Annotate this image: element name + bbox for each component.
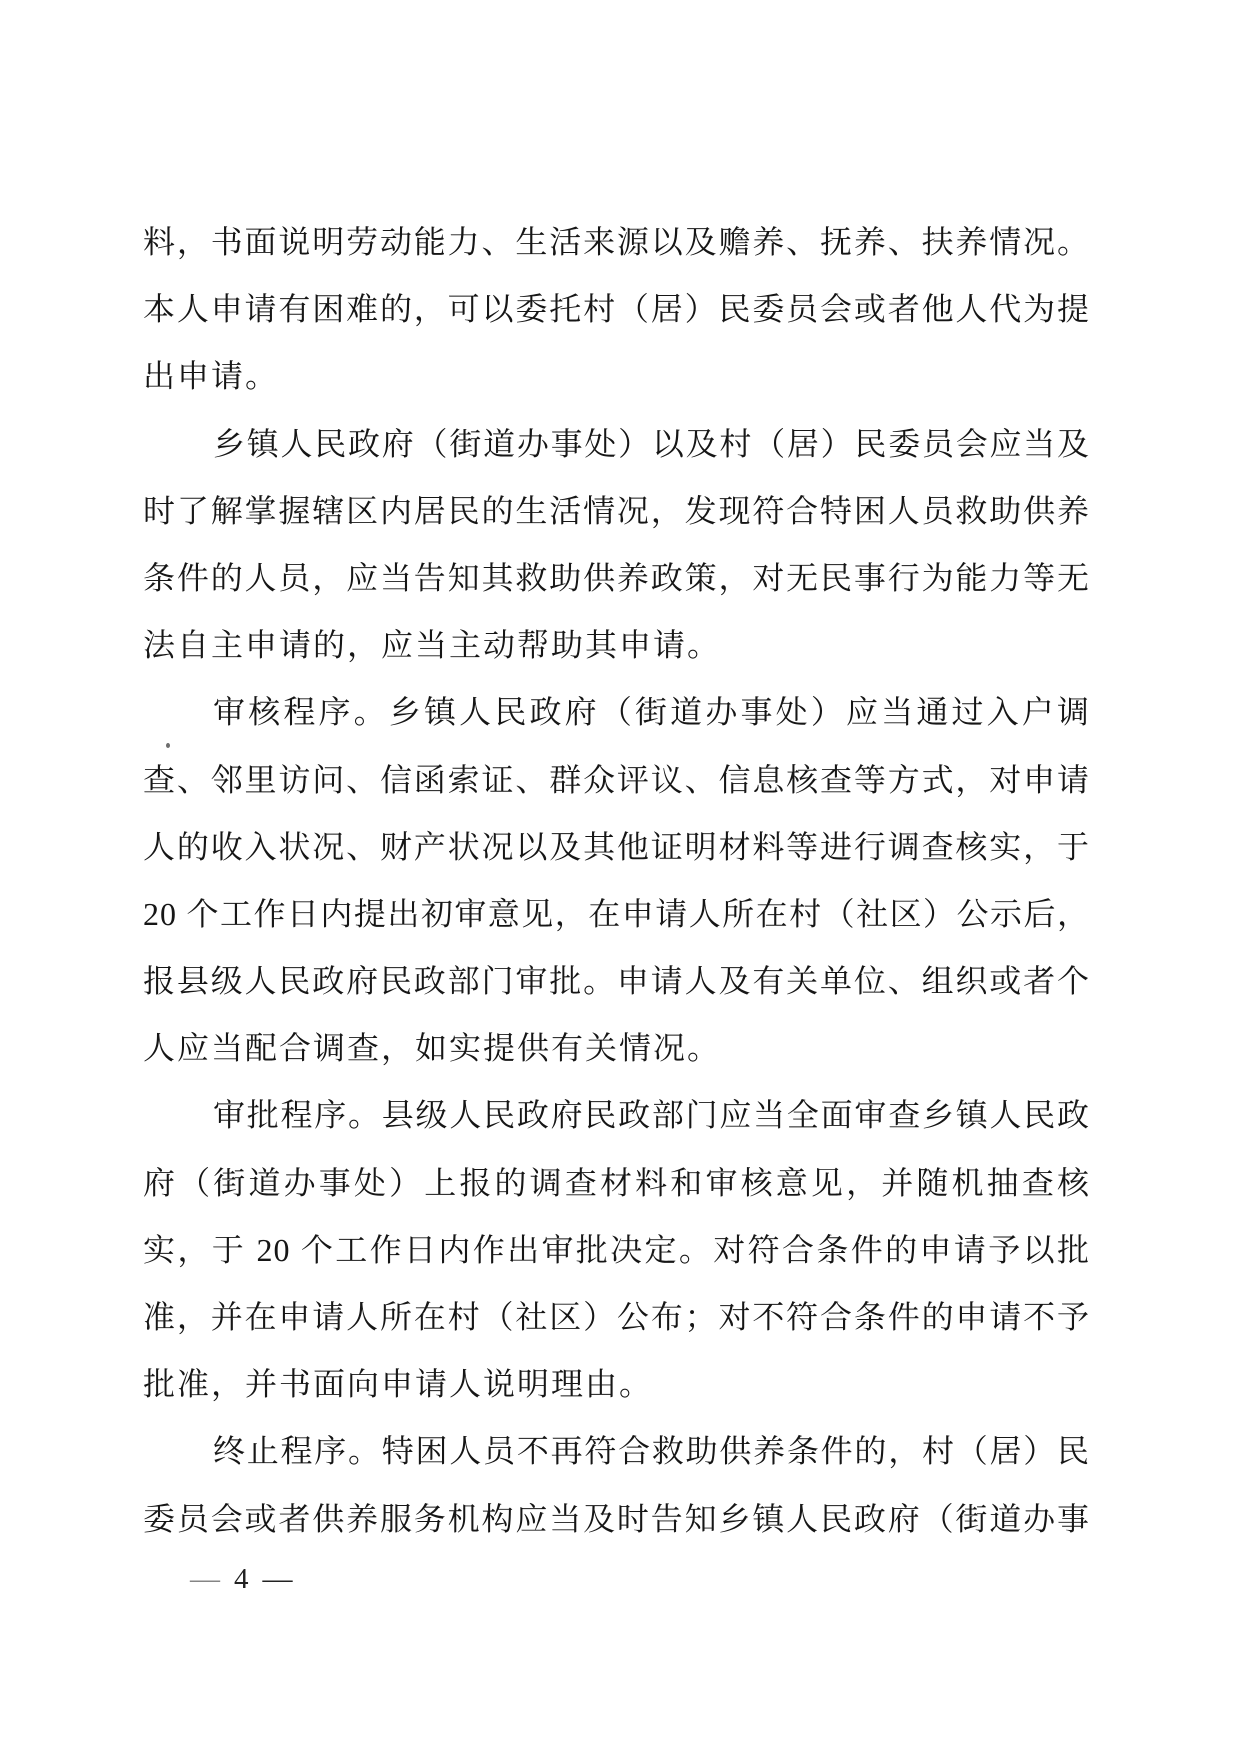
text-line: 人的收入状况、财产状况以及其他证明材料等进行调查核实，于 <box>143 828 1090 865</box>
text-line: 出申请。 <box>143 358 280 395</box>
page-number: 4 <box>234 1562 249 1595</box>
text-line: 20 个工作日内提出初审意见，在申请人所在村（社区）公示后， <box>143 895 1090 932</box>
text-line: 本人申请有困难的，可以委托村（居）民委员会或者他人代为提 <box>143 291 1090 328</box>
page-footer <box>176 1558 307 1600</box>
text-line: 府（街道办事处）上报的调查材料和审核意见，并随机抽查核 <box>143 1164 1090 1201</box>
text-line: 实，于 20 个工作日内作出审批决定。对符合条件的申请予以批 <box>143 1231 1090 1268</box>
footer-right-dash: — <box>262 1562 293 1595</box>
text-line: 法自主申请的，应当主动帮助其申请。 <box>143 627 722 664</box>
text-line: 终止程序。特困人员不再符合救助供养条件的，村（居）民 <box>213 1433 1090 1470</box>
text-line: 时了解掌握辖区内居民的生活情况，发现符合特困人员救助供养 <box>143 492 1090 529</box>
text-line: 批准，并书面向申请人说明理由。 <box>143 1366 654 1403</box>
text-line: 审批程序。县级人民政府民政部门应当全面审查乡镇人民政 <box>213 1097 1090 1134</box>
text-line: 条件的人员，应当告知其救助供养政策，对无民事行为能力等无 <box>143 559 1090 596</box>
document-body-text <box>143 209 1090 1553</box>
text-line: 人应当配合调查，如实提供有关情况。 <box>143 1030 722 1067</box>
text-line: 报县级人民政府民政部门审批。申请人及有关单位、组织或者个 <box>143 963 1090 1000</box>
text-line: 乡镇人民政府（街道办事处）以及村（居）民委员会应当及 <box>213 425 1090 462</box>
text-line: 查、邻里访问、信函索证、群众评议、信息核查等方式，对申请 <box>143 761 1090 798</box>
scan-speck-artifact <box>166 743 170 748</box>
text-line: 准，并在申请人所在村（社区）公布；对不符合条件的申请不予 <box>143 1299 1090 1335</box>
text-line: 审核程序。乡镇人民政府（街道办事处）应当通过入户调 <box>213 694 1090 731</box>
text-line: 委员会或者供养服务机构应当及时告知乡镇人民政府（街道办事 <box>143 1500 1090 1537</box>
text-line: 料，书面说明劳动能力、生活来源以及赡养、抚养、扶养情况。 <box>143 224 1090 260</box>
footer-left-dash: — <box>190 1562 220 1595</box>
